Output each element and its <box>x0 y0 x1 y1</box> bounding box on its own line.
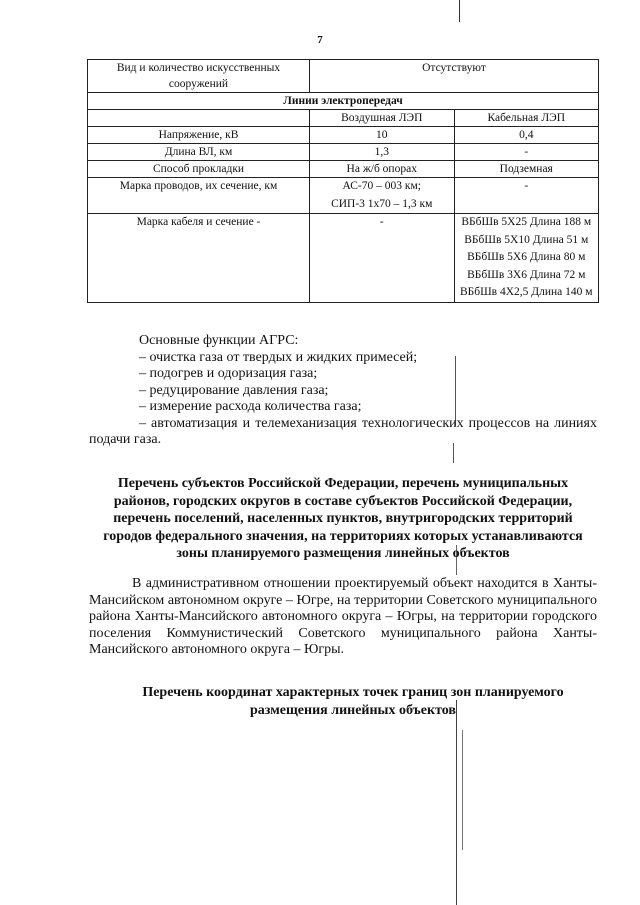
section-title-cell: Линии электропередач <box>88 93 599 110</box>
page-number: 7 <box>317 34 323 46</box>
table-row-cable-mark <box>88 214 599 303</box>
subjects-heading: Перечень субъектов Российской Федерации, перечень муниципальных районов, городских округов в составе субъектов Российской Федерации, перечень поселений, населенных пунктов, внутригородских территорий городов федерального значения, на территориях которых устанавливаются зоны планируемого размещения линейных объектов <box>103 476 583 561</box>
structures-label-cell: Вид и количество искусственных сооружений <box>88 60 310 93</box>
functions-title: Основные функции АГРС: <box>139 333 299 348</box>
table-row-section <box>88 93 599 110</box>
cable-list-item: ВБбШв 5Х10 Длина 51 м <box>464 233 589 246</box>
table-row-laying <box>88 161 599 178</box>
overhead-value <box>310 178 455 214</box>
empty-header-cell <box>88 110 310 127</box>
wire-mark-line: АС-70 – 003 км; <box>342 180 421 192</box>
table-row-length <box>88 144 599 161</box>
overhead-value: 1,3 <box>310 144 455 161</box>
cable-list-item: ВБбШв 3Х6 Длина 72 м <box>467 268 586 281</box>
table-row-columns <box>88 110 599 127</box>
function-item: – измерение расхода количества газа; <box>139 399 362 414</box>
cable-list-item: ВБбШв 5Х25 Длина 188 м <box>461 216 592 228</box>
scan-artifact-line <box>459 0 460 22</box>
table-row-voltage <box>88 127 599 144</box>
function-item: – подогрев и одоризация газа; <box>139 366 318 381</box>
cable-value: 0,4 <box>454 127 599 144</box>
scan-artifact-line <box>462 730 463 850</box>
cable-value: - <box>454 178 599 214</box>
cable-value: - <box>454 144 599 161</box>
function-item: – редуцирование давления газа; <box>139 382 329 398</box>
overhead-value: - <box>310 214 455 303</box>
cable-value: Подземная <box>454 161 599 178</box>
cable-list-item: ВБбШв 5Х6 Длина 80 м <box>467 251 586 263</box>
column-header-cable: Кабельная ЛЭП <box>454 110 599 127</box>
cable-list-item: ВБбШв 4Х2,5 Длина 140 м <box>459 286 593 298</box>
row-label: Напряжение, кВ <box>88 127 310 144</box>
table-row-structures <box>88 60 599 93</box>
scan-artifact-line <box>456 700 457 905</box>
coordinates-heading: Перечень координат характерных точек границ зон планируемого размещения линейных объектов <box>142 685 564 718</box>
row-label: Марка проводов, их сечение, км <box>88 178 310 214</box>
column-header-overhead: Воздушная ЛЭП <box>310 110 455 127</box>
cable-list-cell <box>454 214 599 303</box>
structures-value-cell: Отсутствуют <box>310 60 599 93</box>
function-item: – очистка газа от твердых и жидких примесей; <box>139 349 418 365</box>
functions-section <box>89 333 597 449</box>
row-label: Марка кабеля и сечение - <box>88 214 310 303</box>
wire-mark-line: СИП-3 1х70 – 1,3 км <box>331 197 433 210</box>
row-label: Длина ВЛ, км <box>88 144 310 161</box>
overhead-value: 10 <box>310 127 455 144</box>
function-item: – автоматизация и телемеханизация технологических процессов на линиях подачи газа. <box>89 415 597 447</box>
table-row-wire-mark <box>88 178 599 214</box>
power-lines-table <box>87 59 599 303</box>
overhead-value: На ж/б опорах <box>310 161 455 178</box>
admin-paragraph: В административном отношении проектируемый объект находится в Ханты-Мансийском автономном округе – Югре, на территории Советского муниципального района Ханты-Мансийского автономного округа – Югры, на территории городского поселения Коммунистический Советского муниципального района Ханты-Мансийского автономного округа – Югры. <box>89 576 597 657</box>
row-label: Способ прокладки <box>88 161 310 178</box>
